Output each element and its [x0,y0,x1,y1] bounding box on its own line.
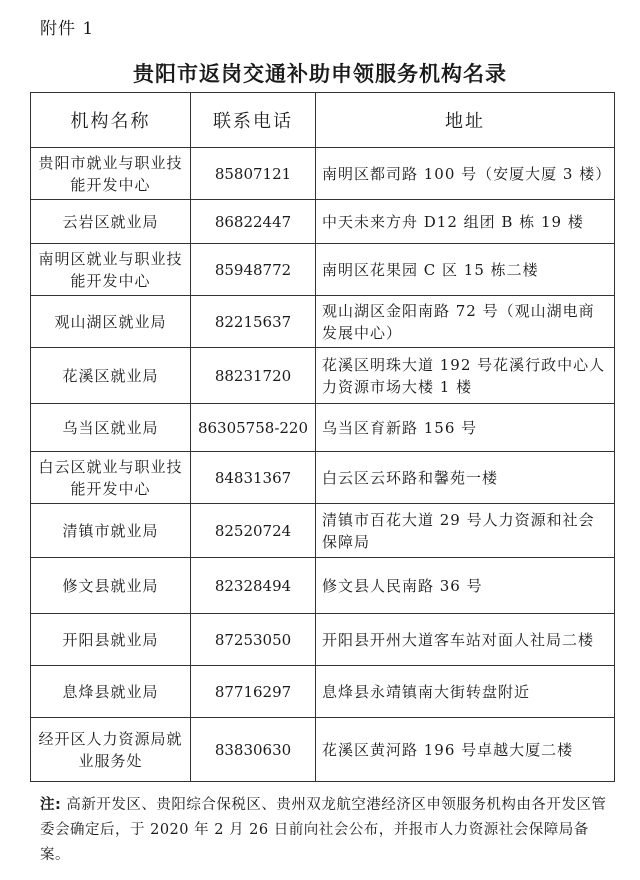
agency-phone: 85807121 [191,148,316,200]
header-phone: 联系电话 [191,93,316,148]
table-row [31,452,615,504]
document-title: 贵阳市返岗交通补助申领服务机构名录 [133,62,507,86]
agency-address: 花溪区明珠大道 192 号花溪行政中心人力资源市场大楼 1 楼 [316,348,615,404]
agency-name: 白云区就业与职业技能开发中心 [31,452,191,504]
header-agency-name: 机构名称 [31,93,191,148]
agency-name: 经开区人力资源局就业服务处 [31,718,191,782]
agency-name: 云岩区就业局 [31,200,191,244]
agency-phone: 87716297 [191,666,316,718]
footnote [40,793,615,868]
agency-name: 修文县就业局 [31,558,191,614]
agency-phone: 86822447 [191,200,316,244]
agency-address: 中天未来方舟 D12 组团 B 栋 19 楼 [316,200,615,244]
agency-name: 清镇市就业局 [31,504,191,558]
table-row [31,504,615,558]
agency-phone: 88231720 [191,348,316,404]
agency-table [30,92,615,782]
agency-phone: 82520724 [191,504,316,558]
agency-address: 开阳县开州大道客车站对面人社局二楼 [316,614,615,666]
agency-phone: 84831367 [191,452,316,504]
agency-address: 修文县人民南路 36 号 [316,558,615,614]
agency-address: 花溪区黄河路 196 号卓越大厦二楼 [316,718,615,782]
table-row [31,148,615,200]
agency-phone: 86305758-220 [191,404,316,452]
agency-phone: 83830630 [191,718,316,782]
agency-address: 乌当区育新路 156 号 [316,404,615,452]
agency-phone: 82215637 [191,296,316,348]
agency-address: 清镇市百花大道 29 号人力资源和社会保障局 [316,504,615,558]
table-row [31,614,615,666]
agency-address: 南明区都司路 100 号（安厦大厦 3 楼） [316,148,615,200]
agency-address: 白云区云环路和馨苑一楼 [316,452,615,504]
table-row [31,296,615,348]
table-row [31,718,615,782]
agency-name: 贵阳市就业与职业技能开发中心 [31,148,191,200]
agency-name: 花溪区就业局 [31,348,191,404]
footnote-text: 高新开发区、贵阳综合保税区、贵州双龙航空港经济区申领服务机构由各开发区管委会确定后，于 2020 年 2 月 26 日前向社会公布，并报市人力资源社会保障局备案。 [40,797,607,863]
agency-name: 南明区就业与职业技能开发中心 [31,244,191,296]
agency-phone: 85948772 [191,244,316,296]
agency-name: 乌当区就业局 [31,404,191,452]
table-row [31,558,615,614]
table-row [31,244,615,296]
agency-name: 开阳县就业局 [31,614,191,666]
agency-phone: 87253050 [191,614,316,666]
table-header-row [31,93,615,148]
footnote-label: 注: [40,797,62,813]
header-address: 地址 [316,93,615,148]
agency-phone: 82328494 [191,558,316,614]
table-row [31,348,615,404]
agency-address: 息烽县永靖镇南大街转盘附近 [316,666,615,718]
agency-name: 观山湖区就业局 [31,296,191,348]
table-row [31,200,615,244]
agency-name: 息烽县就业局 [31,666,191,718]
table-row [31,666,615,718]
table-row [31,404,615,452]
attachment-label: 附件 1 [40,19,95,39]
agency-address: 南明区花果园 C 区 15 栋二楼 [316,244,615,296]
agency-address: 观山湖区金阳南路 72 号（观山湖电商发展中心） [316,296,615,348]
